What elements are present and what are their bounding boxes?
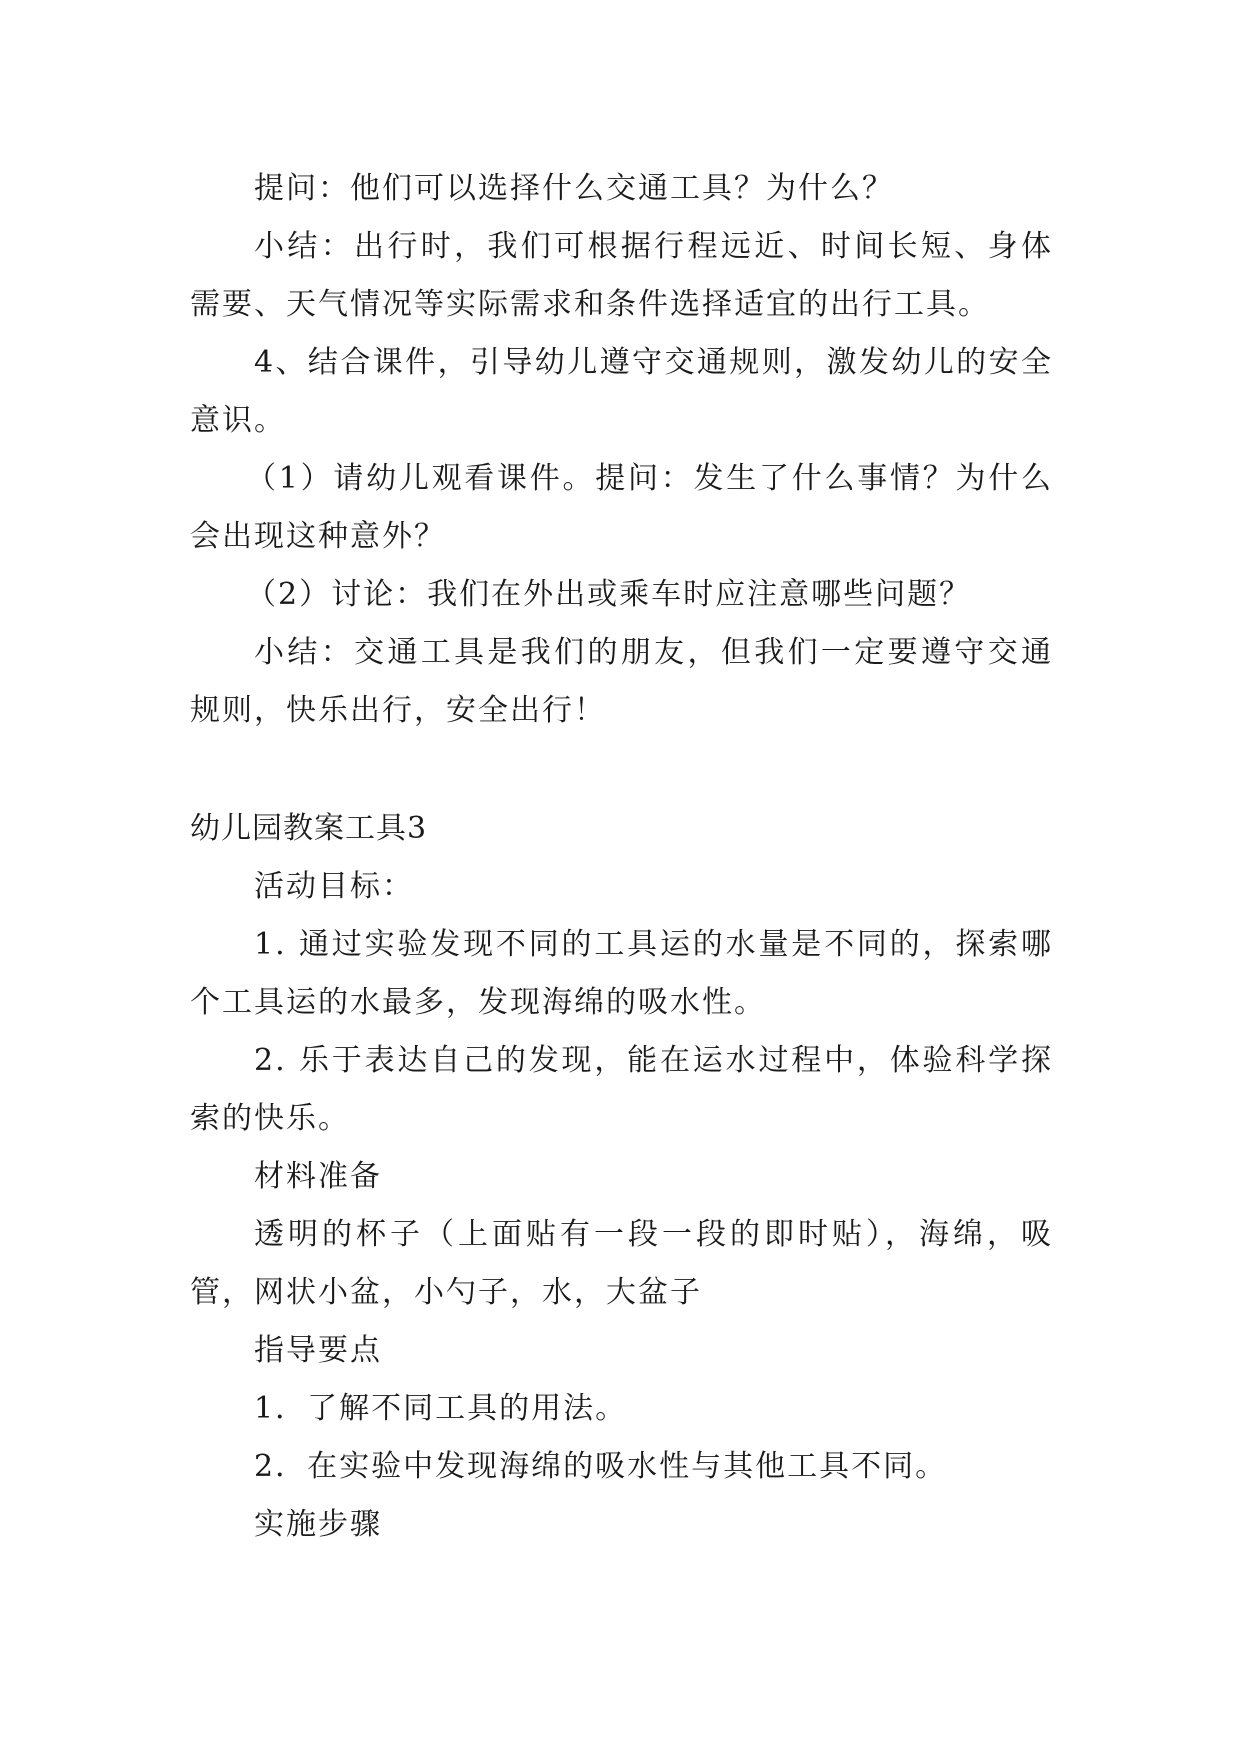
paragraph-step-4: 4、结合课件，引导幼儿遵守交通规则，激发幼儿的安全意识。	[190, 345, 1053, 438]
document-body	[190, 160, 1053, 1554]
paragraph-materials: 透明的杯子（上面贴有一段一段的即时贴），海绵，吸管，网状小盆，小勺子，水，大盆子	[190, 1217, 1053, 1310]
section-title: 幼儿园教案工具3	[190, 811, 428, 846]
paragraph-guidance-1: 1．了解不同工具的用法。	[254, 1391, 628, 1426]
paragraph-sub-2: （2）讨论：我们在外出或乘车时应注意哪些问题？	[246, 577, 972, 612]
paragraph-goal-2: 2. 乐于表达自己的发现，能在运水过程中，体验科学探索的快乐。	[190, 1043, 1053, 1136]
paragraph-sub-1: （1）请幼儿观看课件。提问：发生了什么事情？为什么会出现这种意外？	[190, 461, 1053, 554]
paragraph-summary-rules: 小结：交通工具是我们的朋友，但我们一定要遵守交通规则，快乐出行，安全出行！	[190, 635, 1053, 728]
paragraph-question: 提问：他们可以选择什么交通工具？为什么？	[254, 171, 894, 206]
paragraph-materials-heading: 材料准备	[254, 1159, 382, 1194]
paragraph-guidance-heading: 指导要点	[254, 1333, 382, 1368]
paragraph-guidance-2: 2．在实验中发现海绵的吸水性与其他工具不同。	[254, 1449, 948, 1484]
paragraph-goals-heading: 活动目标：	[254, 869, 414, 904]
paragraph-steps-heading: 实施步骤	[254, 1507, 382, 1542]
paragraph-summary-travel: 小结：出行时，我们可根据行程远近、时间长短、身体需要、天气情况等实际需求和条件选择适宜的出行工具。	[190, 229, 1053, 322]
paragraph-goal-1: 1. 通过实验发现不同的工具运的水量是不同的，探索哪个工具运的水最多，发现海绵的吸水性。	[190, 927, 1053, 1020]
